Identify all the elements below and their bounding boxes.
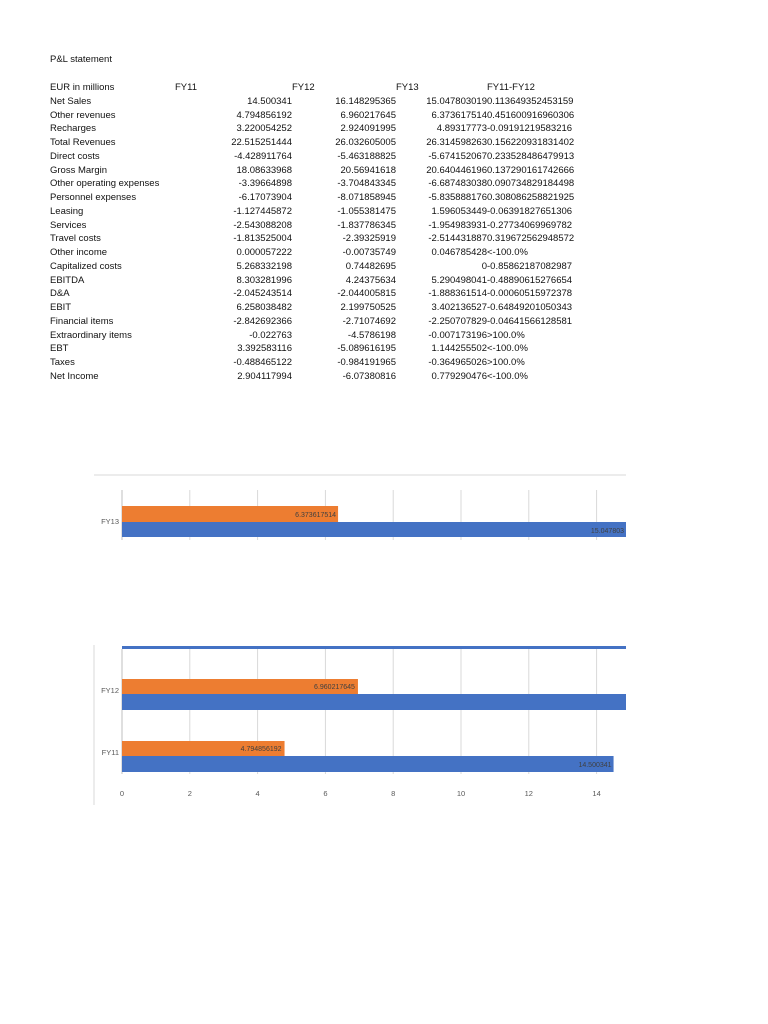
data-label: 6.960217645 bbox=[314, 684, 355, 691]
table-row bbox=[50, 356, 635, 370]
table-row bbox=[50, 109, 635, 123]
change-value: 0.233528486479913 bbox=[487, 150, 575, 162]
change-value: -0.09191219583216 bbox=[487, 123, 573, 135]
x-tick-label: 4 bbox=[255, 789, 260, 798]
change-value: 0.451600916960306 bbox=[487, 109, 575, 121]
bar-chart-lower bbox=[0, 645, 768, 805]
fy13-value: 26.314598263 bbox=[426, 137, 487, 148]
x-tick-label: 6 bbox=[323, 789, 328, 798]
table-row bbox=[50, 164, 635, 178]
x-tick-label: 14 bbox=[592, 789, 601, 798]
sheet-title: P&L statement bbox=[50, 54, 112, 65]
change-value: -0.04641566128581 bbox=[487, 315, 573, 327]
fy11-value: -2.045243514 bbox=[233, 288, 292, 300]
header-cell-fy11: FY11 bbox=[175, 82, 198, 93]
row-label: Other income bbox=[50, 247, 108, 258]
fy12-value: -0.984191965 bbox=[337, 357, 396, 368]
chart-fragment-fy11-fy12 bbox=[0, 645, 768, 805]
fy11-value: 2.904117994 bbox=[237, 370, 292, 382]
fy12-value: -5.089616195 bbox=[337, 343, 396, 355]
fy12-value: -3.704843345 bbox=[337, 178, 396, 190]
fy13-value: 6.373617514 bbox=[431, 109, 487, 121]
fy13-value: -2.250707829 bbox=[428, 315, 487, 327]
fy13-value: 5.290498041 bbox=[431, 274, 487, 286]
fy13-value: 15.047803019 bbox=[426, 95, 487, 107]
fy12-value: 26.032605005 bbox=[335, 137, 396, 148]
change-value: <-100.0% bbox=[487, 247, 528, 258]
x-tick-label: 12 bbox=[524, 789, 533, 798]
fy12-value: -5.463188825 bbox=[337, 150, 396, 162]
change-value: 0.113649352453159 bbox=[487, 95, 574, 107]
bar-fy11-blue bbox=[122, 756, 614, 772]
table-row bbox=[50, 150, 635, 164]
fy12-value: -2.71074692 bbox=[342, 315, 396, 327]
data-label: 14.500341 bbox=[578, 762, 612, 769]
category-label: FY13 bbox=[101, 517, 119, 526]
change-value: -0.00060515972378 bbox=[487, 288, 573, 300]
table-row bbox=[50, 370, 635, 384]
table-row bbox=[50, 191, 635, 205]
change-value: -0.85862187082987 bbox=[487, 260, 573, 272]
change-value: -0.27734069969782 bbox=[487, 219, 573, 231]
fy13-value: 1.596053449 bbox=[431, 205, 487, 217]
fy12-value: -1.837786345 bbox=[337, 219, 396, 231]
fy13-value: -1.888361514 bbox=[428, 288, 487, 300]
fy11-value: 3.392583116 bbox=[237, 343, 292, 355]
fy13-value: -1.954983931 bbox=[428, 219, 487, 231]
row-label: Net Sales bbox=[50, 95, 92, 107]
fy12-value: -0.00735749 bbox=[342, 247, 396, 258]
x-tick-label: 0 bbox=[119, 789, 125, 798]
row-label: Other operating expenses bbox=[50, 178, 160, 190]
change-value: <-100.0% bbox=[487, 370, 528, 382]
fy11-value: -6.17073904 bbox=[238, 192, 292, 203]
table-row bbox=[50, 219, 635, 233]
fy13-value: -5.835888176 bbox=[428, 192, 487, 203]
table-row bbox=[50, 246, 635, 260]
change-value: -0.64849201050343 bbox=[487, 302, 573, 313]
row-label: Services bbox=[50, 219, 87, 231]
fy13-value: 0.779290476 bbox=[431, 370, 487, 382]
table-row bbox=[50, 287, 635, 301]
fy13-value: -2.514431887 bbox=[428, 233, 487, 245]
data-label: 4.794856192 bbox=[240, 746, 282, 753]
fy13-value: 1.144255502 bbox=[431, 343, 487, 355]
row-label: Other revenues bbox=[50, 109, 116, 121]
row-label: Total Revenues bbox=[50, 137, 116, 148]
row-label: Taxes bbox=[50, 357, 75, 368]
row-label: Extraordinary items bbox=[50, 329, 132, 341]
data-label: 15.047803 bbox=[590, 528, 624, 535]
header-cell-change: FY11-FY12 bbox=[487, 82, 535, 93]
x-tick-label: 2 bbox=[187, 789, 192, 798]
fy12-value: 2.199750525 bbox=[340, 302, 396, 313]
row-label: Recharges bbox=[50, 123, 96, 135]
fy13-value: 0.046785428 bbox=[431, 247, 487, 258]
fy11-value: -2.543088208 bbox=[233, 219, 292, 231]
change-value: -0.06391827651306 bbox=[487, 205, 573, 217]
change-value: >100.0% bbox=[487, 329, 525, 341]
header-cell-fy12: FY12 bbox=[292, 82, 315, 93]
fy12-value: 2.924091995 bbox=[340, 123, 396, 135]
row-label: EBITDA bbox=[50, 274, 85, 286]
bar-fy12-blue bbox=[122, 694, 626, 710]
category-label: FY12 bbox=[101, 686, 119, 695]
pl-table bbox=[50, 81, 635, 384]
table-row bbox=[50, 342, 635, 356]
table-row bbox=[50, 136, 635, 150]
fy11-value: -0.488465122 bbox=[233, 357, 292, 368]
row-label: D&A bbox=[50, 288, 70, 300]
fy12-value: -4.5786198 bbox=[347, 329, 396, 341]
fy11-value: 5.268332198 bbox=[236, 260, 292, 272]
table-row bbox=[50, 177, 635, 191]
change-value: <-100.0% bbox=[487, 343, 528, 355]
row-label: Leasing bbox=[50, 205, 84, 217]
fy12-value: 16.148295365 bbox=[335, 95, 396, 107]
table-row bbox=[50, 122, 635, 136]
bar-fy13-blue bbox=[122, 522, 626, 537]
header-row bbox=[50, 81, 635, 95]
fy13-value: 0 bbox=[481, 260, 487, 272]
bar-fy13-blue-edge bbox=[122, 646, 626, 649]
row-label: Direct costs bbox=[50, 150, 100, 162]
table-row bbox=[50, 260, 635, 274]
fy13-value: -6.687483038 bbox=[428, 178, 487, 190]
fy11-value: 3.220054252 bbox=[236, 123, 292, 135]
fy11-value: 0.000057222 bbox=[236, 247, 292, 258]
fy13-value: 20.640446196 bbox=[426, 164, 487, 176]
row-label: Capitalized costs bbox=[50, 260, 122, 272]
change-value: 0.090734829184498 bbox=[487, 178, 575, 190]
change-value: 0.308086258821925 bbox=[487, 192, 575, 203]
x-tick-label: 10 bbox=[456, 789, 466, 798]
fy11-value: 4.794856192 bbox=[236, 109, 292, 121]
fy12-value: -8.071858945 bbox=[337, 192, 396, 203]
table-row bbox=[50, 95, 635, 109]
fy11-value: -1.813525004 bbox=[233, 233, 292, 245]
fy12-value: -2.044005815 bbox=[337, 288, 396, 300]
fy12-value: 20.56941618 bbox=[340, 164, 396, 176]
change-value: 0.156220931831402 bbox=[487, 137, 575, 148]
change-value: 0.319672562948572 bbox=[487, 233, 575, 245]
fy12-value: -2.39325919 bbox=[342, 233, 396, 245]
fy11-value: 8.303281996 bbox=[236, 274, 292, 286]
chart-fragment-fy13 bbox=[0, 474, 768, 540]
table-row bbox=[50, 315, 635, 329]
row-label: EBT bbox=[50, 343, 69, 355]
row-label: Personnel expenses bbox=[50, 192, 137, 203]
data-label: 6.373617514 bbox=[295, 512, 337, 519]
fy11-value: -0.022763 bbox=[249, 329, 292, 341]
header-cell-unit: EUR in millions bbox=[50, 82, 115, 93]
change-value: 0.137290161742666 bbox=[487, 164, 575, 176]
table-row bbox=[50, 232, 635, 246]
fy13-value: -5.674152067 bbox=[428, 150, 487, 162]
header-cell-fy13: FY13 bbox=[396, 82, 419, 93]
row-label: Gross Margin bbox=[50, 164, 108, 176]
table-body bbox=[50, 95, 635, 384]
fy13-value: 3.402136527 bbox=[431, 302, 487, 313]
change-value: -0.48890615276654 bbox=[487, 274, 573, 286]
bar-chart-upper bbox=[0, 474, 768, 540]
category-label: FY11 bbox=[101, 748, 119, 757]
fy11-value: -2.842692366 bbox=[233, 315, 292, 327]
row-label: Net Income bbox=[50, 370, 99, 382]
x-tick-label: 8 bbox=[391, 789, 396, 798]
fy12-value: 6.960217645 bbox=[340, 109, 396, 121]
change-value: >100.0% bbox=[487, 357, 525, 368]
row-label: Travel costs bbox=[50, 233, 101, 245]
table-row bbox=[50, 301, 635, 315]
fy13-value: -0.364965026 bbox=[428, 357, 487, 368]
fy11-value: 22.515251444 bbox=[231, 137, 292, 148]
fy11-value: 18.08633968 bbox=[236, 164, 292, 176]
table-row bbox=[50, 329, 635, 343]
row-label: Financial items bbox=[50, 315, 114, 327]
fy13-value: -0.007173196 bbox=[428, 329, 487, 341]
fy11-value: -4.428911764 bbox=[234, 150, 292, 162]
fy12-value: -6.07380816 bbox=[342, 370, 396, 382]
fy12-value: 0.74482695 bbox=[345, 260, 396, 272]
fy12-value: -1.055381475 bbox=[337, 205, 396, 217]
fy11-value: -1.127445872 bbox=[233, 205, 292, 217]
fy13-value: 4.89317773 bbox=[436, 123, 487, 135]
row-label: EBIT bbox=[50, 302, 72, 313]
fy11-value: 6.258038482 bbox=[236, 302, 292, 313]
fy11-value: -3.39664898 bbox=[238, 178, 292, 190]
table-row bbox=[50, 205, 635, 219]
fy11-value: 14.500341 bbox=[247, 95, 292, 107]
fy12-value: 4.24375634 bbox=[345, 274, 396, 286]
table-row bbox=[50, 274, 635, 288]
